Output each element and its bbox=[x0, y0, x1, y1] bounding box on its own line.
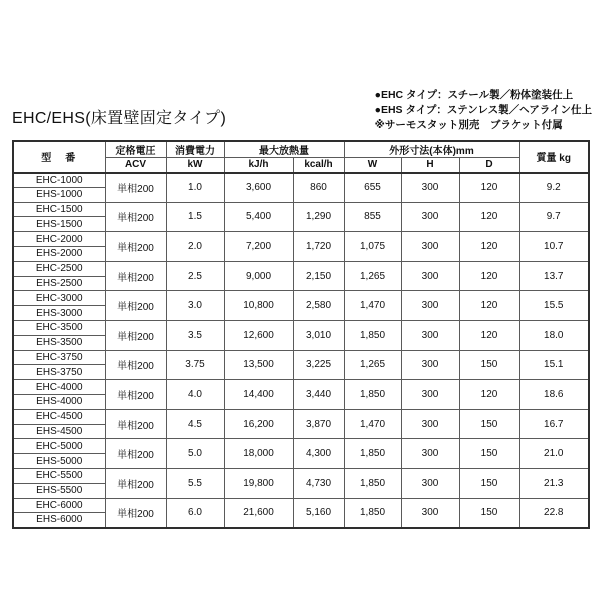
model-cell: EHS-4500 bbox=[13, 424, 105, 439]
width-cell: 655 bbox=[344, 173, 401, 203]
model-cell: EHS-5500 bbox=[13, 483, 105, 498]
table-row bbox=[13, 291, 589, 306]
model-cell: EHC-2500 bbox=[13, 261, 105, 276]
depth-cell: 120 bbox=[459, 380, 519, 410]
note-ehc-type: ●EHC タイプ：スチール製／粉体塗装仕上 bbox=[374, 89, 574, 101]
width-cell: 1,850 bbox=[344, 320, 401, 350]
table-row bbox=[13, 232, 589, 247]
power-cell: 1.0 bbox=[166, 173, 224, 203]
width-cell: 1,850 bbox=[344, 439, 401, 469]
heat-kj-cell: 21,600 bbox=[224, 498, 293, 528]
weight-cell: 18.0 bbox=[519, 320, 589, 350]
heat-kj-cell: 18,000 bbox=[224, 439, 293, 469]
width-cell: 1,265 bbox=[344, 261, 401, 291]
table-row bbox=[13, 439, 589, 454]
model-cell: EHC-3000 bbox=[13, 291, 105, 306]
voltage-cell: 単相200 bbox=[105, 439, 166, 469]
height-cell: 300 bbox=[401, 468, 459, 498]
table-row bbox=[13, 202, 589, 217]
model-cell: EHS-3750 bbox=[13, 365, 105, 380]
heat-kj-cell: 12,600 bbox=[224, 320, 293, 350]
header-weight: 質量 kg bbox=[519, 141, 589, 173]
model-cell: EHC-5500 bbox=[13, 468, 105, 483]
heat-kj-cell: 5,400 bbox=[224, 202, 293, 232]
heat-kcal-cell: 3,440 bbox=[293, 380, 344, 410]
model-cell: EHC-3750 bbox=[13, 350, 105, 365]
model-cell: EHC-2000 bbox=[13, 232, 105, 247]
header-heat: 最大放熱量 bbox=[224, 141, 344, 158]
height-cell: 300 bbox=[401, 320, 459, 350]
height-cell: 300 bbox=[401, 173, 459, 203]
voltage-cell: 単相200 bbox=[105, 202, 166, 232]
heat-kj-cell: 3,600 bbox=[224, 173, 293, 203]
heat-kcal-cell: 3,225 bbox=[293, 350, 344, 380]
voltage-cell: 単相200 bbox=[105, 468, 166, 498]
model-cell: EHC-6000 bbox=[13, 498, 105, 513]
table-row bbox=[13, 468, 589, 483]
heat-kcal-cell: 3,870 bbox=[293, 409, 344, 439]
model-cell: EHS-1500 bbox=[13, 217, 105, 232]
heat-kj-cell: 19,800 bbox=[224, 468, 293, 498]
weight-cell: 21.3 bbox=[519, 468, 589, 498]
model-cell: EHS-4000 bbox=[13, 394, 105, 409]
header-heat-kcal: kcal/h bbox=[293, 158, 344, 173]
weight-cell: 15.1 bbox=[519, 350, 589, 380]
voltage-cell: 単相200 bbox=[105, 173, 166, 203]
voltage-cell: 単相200 bbox=[105, 409, 166, 439]
product-notes bbox=[375, 88, 592, 133]
heat-kcal-cell: 1,720 bbox=[293, 232, 344, 262]
model-cell: EHC-3500 bbox=[13, 320, 105, 335]
power-cell: 4.0 bbox=[166, 380, 224, 410]
header-voltage: 定格電圧 bbox=[105, 141, 166, 158]
depth-cell: 150 bbox=[459, 439, 519, 469]
header-model: 型 番 bbox=[13, 141, 105, 173]
weight-cell: 9.7 bbox=[519, 202, 589, 232]
heat-kcal-cell: 3,010 bbox=[293, 320, 344, 350]
voltage-cell: 単相200 bbox=[105, 320, 166, 350]
depth-cell: 150 bbox=[459, 498, 519, 528]
voltage-cell: 単相200 bbox=[105, 261, 166, 291]
power-cell: 2.0 bbox=[166, 232, 224, 262]
voltage-cell: 単相200 bbox=[105, 380, 166, 410]
table-row bbox=[13, 409, 589, 424]
table-row bbox=[13, 173, 589, 188]
depth-cell: 120 bbox=[459, 320, 519, 350]
note-thermostat: ※サーモスタット別売 ブラケット付属 bbox=[374, 119, 563, 131]
width-cell: 1,850 bbox=[344, 498, 401, 528]
heat-kcal-cell: 1,290 bbox=[293, 202, 344, 232]
model-cell: EHC-1000 bbox=[13, 173, 105, 188]
weight-cell: 9.2 bbox=[519, 173, 589, 203]
power-cell: 3.75 bbox=[166, 350, 224, 380]
height-cell: 300 bbox=[401, 291, 459, 321]
table-row bbox=[13, 261, 589, 276]
height-cell: 300 bbox=[401, 439, 459, 469]
weight-cell: 10.7 bbox=[519, 232, 589, 262]
header-heat-kj: kJ/h bbox=[224, 158, 293, 173]
model-cell: EHS-3500 bbox=[13, 335, 105, 350]
table-row bbox=[13, 380, 589, 395]
header-row-1 bbox=[13, 141, 589, 158]
weight-cell: 18.6 bbox=[519, 380, 589, 410]
height-cell: 300 bbox=[401, 498, 459, 528]
height-cell: 300 bbox=[401, 261, 459, 291]
height-cell: 300 bbox=[401, 409, 459, 439]
heat-kcal-cell: 4,300 bbox=[293, 439, 344, 469]
width-cell: 1,265 bbox=[344, 350, 401, 380]
depth-cell: 150 bbox=[459, 468, 519, 498]
depth-cell: 120 bbox=[459, 232, 519, 262]
table-row bbox=[13, 498, 589, 513]
power-cell: 2.5 bbox=[166, 261, 224, 291]
weight-cell: 16.7 bbox=[519, 409, 589, 439]
weight-cell: 21.0 bbox=[519, 439, 589, 469]
weight-cell: 15.5 bbox=[519, 291, 589, 321]
heat-kcal-cell: 2,150 bbox=[293, 261, 344, 291]
model-cell: EHS-5000 bbox=[13, 454, 105, 469]
depth-cell: 150 bbox=[459, 350, 519, 380]
power-cell: 4.5 bbox=[166, 409, 224, 439]
width-cell: 1,075 bbox=[344, 232, 401, 262]
width-cell: 1,850 bbox=[344, 380, 401, 410]
note-ehs-type: ●EHS タイプ：ステンレス製／ヘアライン仕上 bbox=[374, 104, 592, 116]
heat-kj-cell: 13,500 bbox=[224, 350, 293, 380]
model-cell: EHS-6000 bbox=[13, 513, 105, 528]
height-cell: 300 bbox=[401, 232, 459, 262]
model-cell: EHC-4500 bbox=[13, 409, 105, 424]
height-cell: 300 bbox=[401, 380, 459, 410]
header-dimensions: 外形寸法(本体)mm bbox=[344, 141, 519, 158]
heat-kj-cell: 7,200 bbox=[224, 232, 293, 262]
heat-kcal-cell: 2,580 bbox=[293, 291, 344, 321]
power-cell: 3.0 bbox=[166, 291, 224, 321]
model-cell: EHS-3000 bbox=[13, 306, 105, 321]
table-row bbox=[13, 320, 589, 335]
depth-cell: 120 bbox=[459, 173, 519, 203]
weight-cell: 22.8 bbox=[519, 498, 589, 528]
power-cell: 5.0 bbox=[166, 439, 224, 469]
spec-table bbox=[12, 140, 590, 529]
voltage-cell: 単相200 bbox=[105, 232, 166, 262]
header-dim-d: D bbox=[459, 158, 519, 173]
model-cell: EHC-5000 bbox=[13, 439, 105, 454]
height-cell: 300 bbox=[401, 202, 459, 232]
header-dim-h: H bbox=[401, 158, 459, 173]
heat-kj-cell: 14,400 bbox=[224, 380, 293, 410]
model-cell: EHC-4000 bbox=[13, 380, 105, 395]
height-cell: 300 bbox=[401, 350, 459, 380]
width-cell: 1,470 bbox=[344, 409, 401, 439]
voltage-cell: 単相200 bbox=[105, 350, 166, 380]
header-power: 消費電力 bbox=[166, 141, 224, 158]
power-cell: 3.5 bbox=[166, 320, 224, 350]
voltage-cell: 単相200 bbox=[105, 291, 166, 321]
model-cell: EHC-1500 bbox=[13, 202, 105, 217]
depth-cell: 120 bbox=[459, 291, 519, 321]
table-row bbox=[13, 350, 589, 365]
depth-cell: 150 bbox=[459, 409, 519, 439]
voltage-cell: 単相200 bbox=[105, 498, 166, 528]
weight-cell: 13.7 bbox=[519, 261, 589, 291]
header-dim-w: W bbox=[344, 158, 401, 173]
heat-kcal-cell: 860 bbox=[293, 173, 344, 203]
power-cell: 1.5 bbox=[166, 202, 224, 232]
depth-cell: 120 bbox=[459, 202, 519, 232]
header-voltage-unit: ACV bbox=[105, 158, 166, 173]
heat-kj-cell: 16,200 bbox=[224, 409, 293, 439]
heat-kcal-cell: 5,160 bbox=[293, 498, 344, 528]
heat-kj-cell: 9,000 bbox=[224, 261, 293, 291]
depth-cell: 120 bbox=[459, 261, 519, 291]
power-cell: 6.0 bbox=[166, 498, 224, 528]
power-cell: 5.5 bbox=[166, 468, 224, 498]
model-cell: EHS-1000 bbox=[13, 187, 105, 202]
heat-kj-cell: 10,800 bbox=[224, 291, 293, 321]
width-cell: 1,470 bbox=[344, 291, 401, 321]
header-power-unit: kW bbox=[166, 158, 224, 173]
spec-table-header bbox=[13, 141, 589, 173]
model-cell: EHS-2500 bbox=[13, 276, 105, 291]
spec-table-body bbox=[13, 173, 589, 528]
width-cell: 855 bbox=[344, 202, 401, 232]
heat-kcal-cell: 4,730 bbox=[293, 468, 344, 498]
page-title: EHC/EHS(床置壁固定タイプ) bbox=[12, 110, 227, 127]
model-cell: EHS-2000 bbox=[13, 246, 105, 261]
width-cell: 1,850 bbox=[344, 468, 401, 498]
